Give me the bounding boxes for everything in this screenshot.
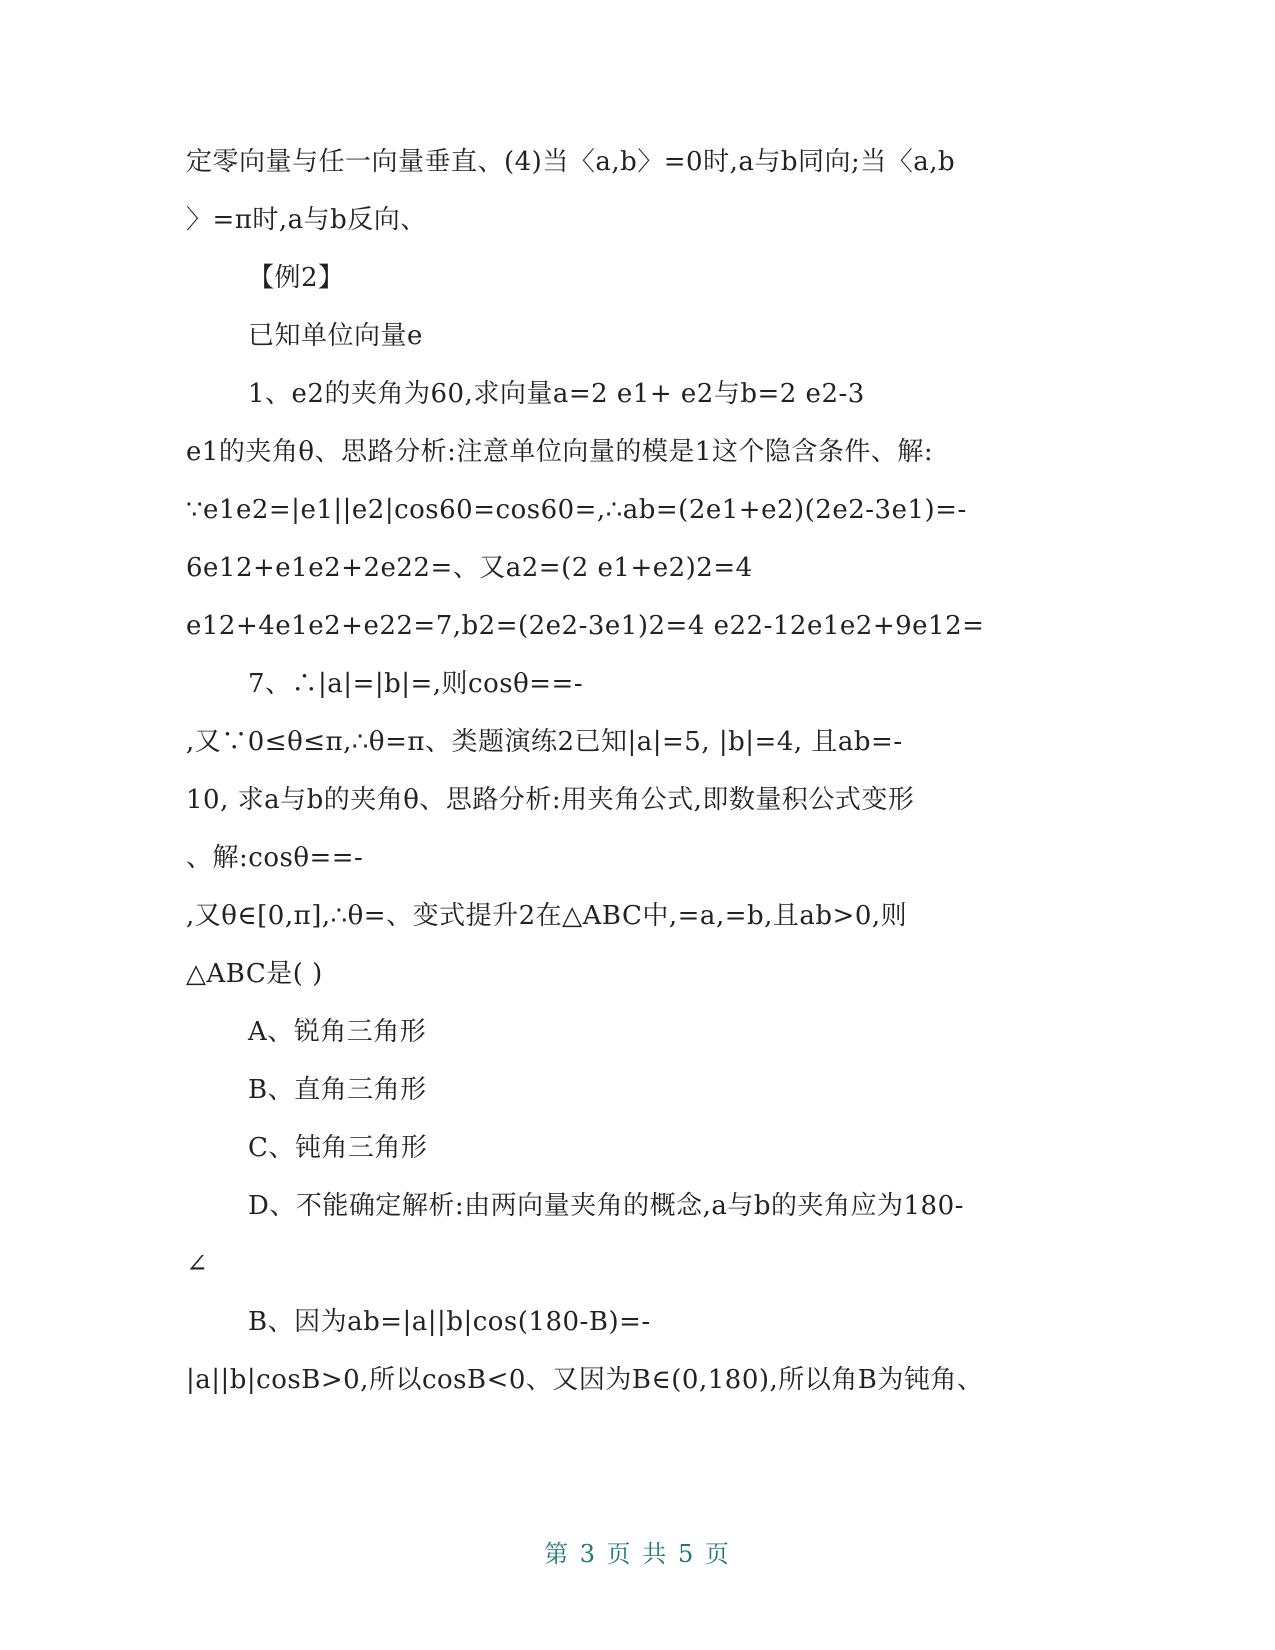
text-line-20: ∠ [186,1249,209,1279]
page-number-footer: 第 3 页 共 5 页 [544,1540,731,1568]
text-line-12: 10, 求a与b的夹角θ、思路分析:用夹角公式,即数量积公式变形 [186,785,915,815]
text-line-4: 已知单位向量e [248,321,423,351]
text-line-6: e1的夹角θ、思路分析:注意单位向量的模是1这个隐含条件、解: [186,437,934,467]
text-line-2: 〉=π时,a与b反向、 [186,205,427,235]
text-line-9: e12+4e1e2+e22=7,b2=(2e2-3e1)2=4 e22-12e1e2+9e12= [186,611,985,641]
text-line-1: 定零向量与任一向量垂直、(4)当〈a,b〉=0时,a与b同向;当〈a,b [186,147,956,177]
example-heading: 【例2】 [248,263,345,293]
text-line-21: B、因为ab=|a||b|cos(180-B)=- [248,1307,651,1337]
text-line-5: 1、e2的夹角为60,求向量a=2 e1+ e2与b=2 e2-3 [248,379,865,409]
text-line-13: 、解:cosθ==- [186,843,364,873]
text-line-8: 6e12+e1e2+2e22=、又a2=(2 e1+e2)2=4 [186,553,753,583]
text-line-14: ,又θ∈[0,π],∴θ=、变式提升2在△ABC中,=a,=b,且ab>0,则 [186,901,908,931]
option-c: C、钝角三角形 [248,1133,428,1163]
text-line-11: ,又∵0≤θ≤π,∴θ=π、类题演练2已知|a|=5, |b|=4, 且ab=- [186,727,903,757]
option-d: D、不能确定解析:由两向量夹角的概念,a与b的夹角应为180- [248,1191,964,1221]
text-line-22: |a||b|cosB>0,所以cosB<0、又因为B∈(0,180),所以角B为钝角、 [186,1365,984,1395]
option-b: B、直角三角形 [248,1075,427,1105]
option-a: A、锐角三角形 [248,1017,427,1047]
text-line-15: △ABC是( ) [186,959,323,989]
text-line-10: 7、∴|a|=|b|=,则cosθ==- [248,669,584,699]
text-line-7: ∵e1e2=|e1||e2|cos60=cos60=,∴ab=(2e1+e2)(2e2-3e1)=- [186,495,967,525]
